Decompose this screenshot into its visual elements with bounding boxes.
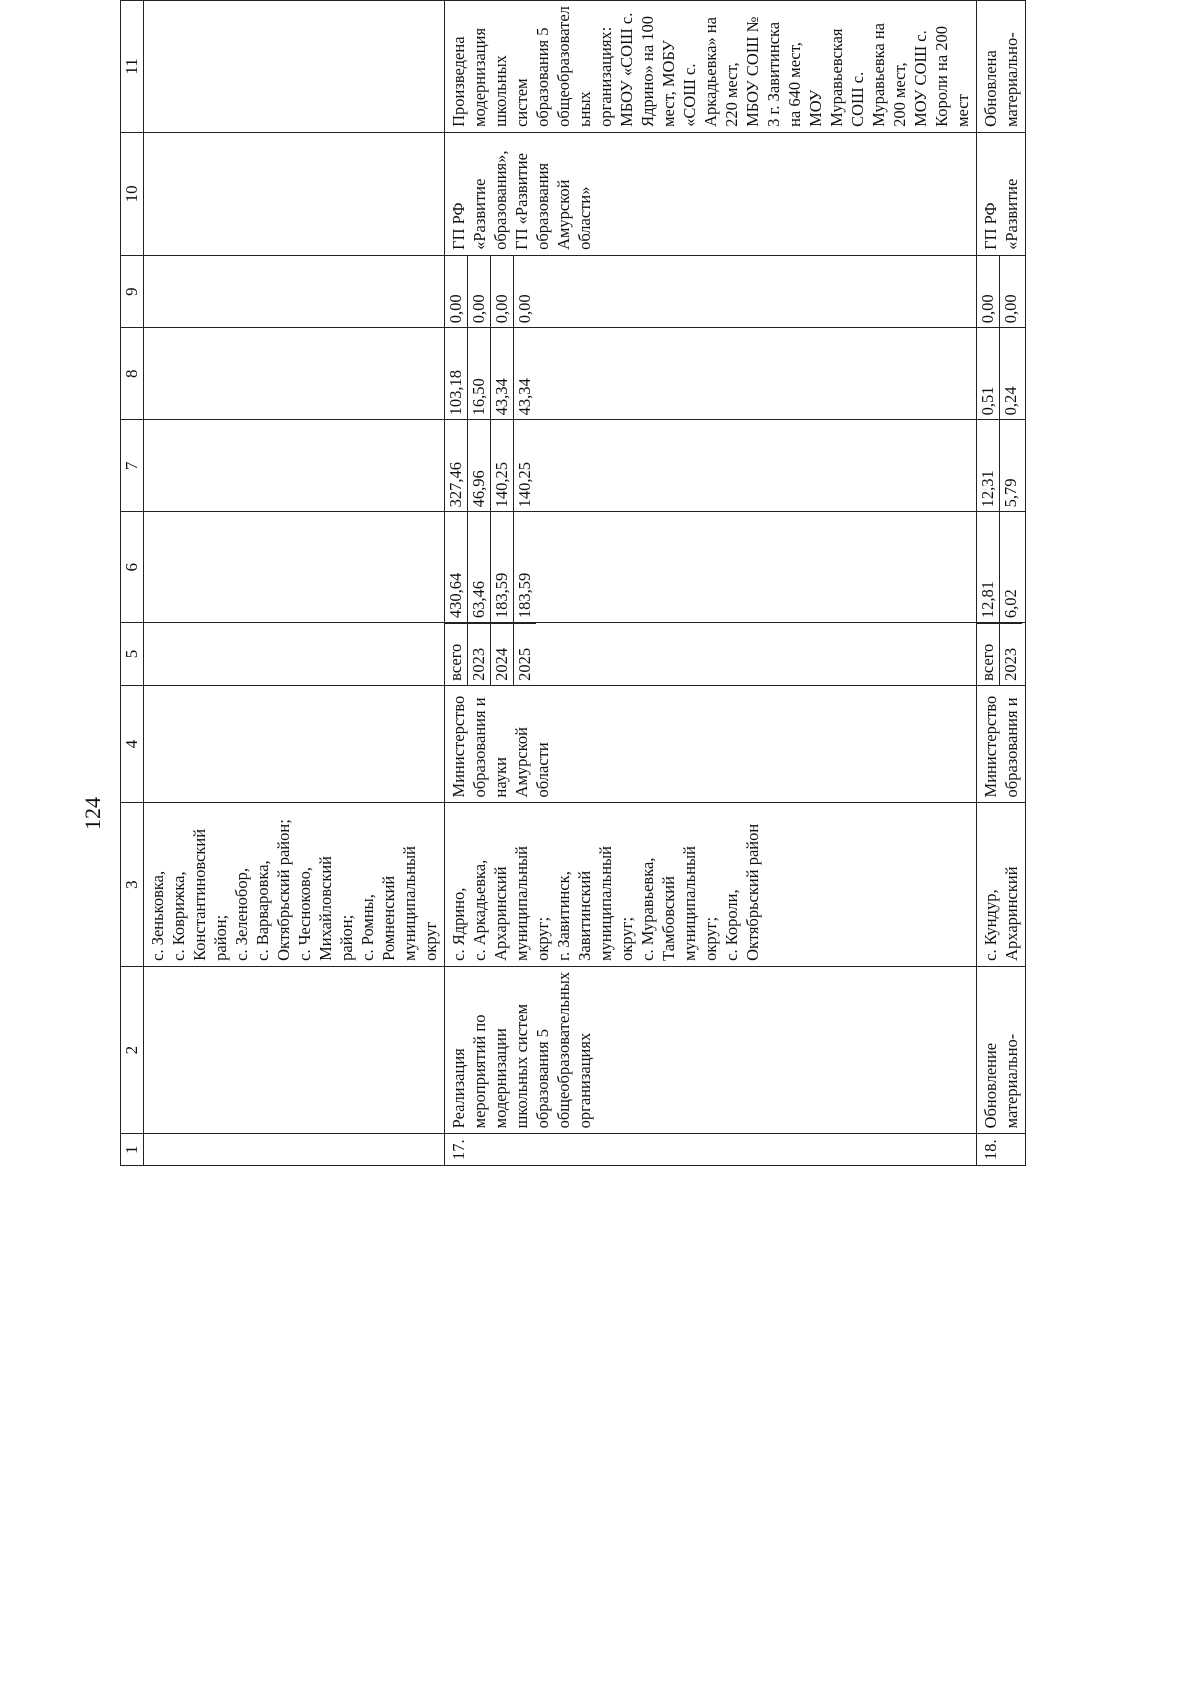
result-text: Обновлена материально-	[981, 32, 1021, 127]
cell-col7	[445, 420, 977, 512]
row-number: 17.	[449, 1139, 468, 1160]
responsible-text: Министерство образования и науки Амурской области	[449, 695, 552, 798]
cell-responsible	[445, 685, 977, 803]
years-list	[977, 623, 1022, 685]
year-label: 2023	[1000, 624, 1023, 685]
col-header-9: 9	[121, 255, 144, 327]
col-header-6: 6	[121, 512, 144, 623]
value: 5,79	[1001, 478, 1020, 508]
cell-location	[144, 803, 445, 966]
row-number: 18.	[981, 1139, 1000, 1160]
cell-program	[977, 132, 1026, 255]
col-header-11: 11	[121, 1, 144, 133]
cell-responsible	[977, 685, 1026, 803]
col7-values	[977, 420, 1022, 511]
header-row	[121, 1, 144, 1166]
cell-responsible	[144, 685, 445, 803]
col8-values	[445, 328, 536, 419]
cell-result	[977, 1, 1026, 133]
value: 0,00	[468, 256, 491, 327]
col-header-5: 5	[121, 623, 144, 686]
activity-text: Обновление материально-	[981, 1033, 1021, 1129]
value: 12,31	[977, 420, 1000, 511]
result-text: Произведена модернизация школьных систем образования 5 общеобразовател ьных организациях: МБОУ «СОШ с. Ядрино» на 100 мест, МОБУ «СОШ с. Аркадьевка» на 220 мест, МБОУ СОШ № 3 г. Завитинска на 640 мест, МОУ Муравьевская СОШ с. Муравьевка на 200 мест, МОУ СОШ с. Короли на 200 мест	[449, 6, 972, 127]
value: 103,18	[445, 328, 468, 419]
value: 0,24	[1001, 386, 1020, 416]
cell-location	[445, 803, 977, 966]
cell-result	[144, 1, 445, 133]
cell-result	[445, 1, 977, 133]
value: 183,59	[491, 512, 514, 622]
cell-years	[445, 623, 977, 686]
value: 430,64	[445, 512, 468, 622]
cell-years	[144, 623, 445, 686]
program-text: ГП РФ «Развитие образования», ГП «Развитие образования Амурской области»	[449, 150, 594, 250]
value: 63,46	[468, 512, 491, 622]
location-text: с. Ядрино, с. Аркадьевка, Архаринский муниципальный округ; г. Завитинск, Завитинский муниципальный округ; с. Муравьевка, Тамбовский муниципальный округ; с. Короли, Октябрьский район	[449, 823, 762, 961]
responsible-text: Министерство образования и	[981, 695, 1021, 798]
value: 0,00	[1001, 294, 1020, 324]
value: 12,81	[977, 512, 1000, 622]
col9-values	[445, 256, 536, 327]
col-header-1: 1	[121, 1134, 144, 1166]
table-row-continuation	[144, 1, 445, 1166]
col-header-4: 4	[121, 685, 144, 803]
value: 0,00	[445, 256, 468, 327]
col6-values	[977, 512, 1022, 622]
location-text: с. Зеньковка, с. Коврижка, Константиновский район; с. Зеленобор, с. Варваровка, Октябрьский район; с. Чесноково, Михайловский район; с. Ромны, Ромненский муниципальный округ	[148, 819, 440, 961]
cell-col6	[977, 512, 1026, 623]
col-header-8: 8	[121, 328, 144, 420]
cell-col9	[144, 255, 445, 327]
table-row	[445, 1, 977, 1166]
col-header-10: 10	[121, 132, 144, 255]
location-text: с. Кундур, Архаринский	[981, 866, 1021, 961]
table-row	[977, 1, 1026, 1166]
year-label: 2023	[468, 624, 491, 685]
cell-col7	[977, 420, 1026, 512]
value: 0,00	[515, 294, 534, 324]
cell-col6	[445, 512, 977, 623]
cell-years	[977, 623, 1026, 686]
cell-num	[977, 1134, 1026, 1166]
program-text: ГП РФ «Развитие	[981, 178, 1021, 250]
cell-activity	[144, 966, 445, 1134]
col9-values	[977, 256, 1022, 327]
year-label: всего	[445, 624, 468, 685]
activity-text: Реализация мероприятий по модернизации школьных систем образования 5 общеобразовательных организациях	[449, 971, 594, 1129]
cell-col8	[144, 328, 445, 420]
value: 16,50	[468, 328, 491, 419]
year-label: 2024	[491, 624, 514, 685]
program-table	[120, 0, 1026, 1166]
cell-col8	[445, 328, 977, 420]
col-header-3: 3	[121, 803, 144, 966]
col-header-7: 7	[121, 420, 144, 512]
col8-values	[977, 328, 1022, 419]
years-list	[445, 623, 536, 685]
cell-col8	[977, 328, 1026, 420]
year-label: 2025	[514, 624, 537, 685]
value: 43,34	[515, 378, 534, 416]
cell-col7	[144, 420, 445, 512]
value: 0,00	[977, 256, 1000, 327]
cell-activity	[977, 966, 1026, 1134]
value: 0,51	[977, 328, 1000, 419]
value: 183,59	[515, 572, 534, 619]
value: 0,00	[491, 256, 514, 327]
cell-col6	[144, 512, 445, 623]
value: 43,34	[491, 328, 514, 419]
cell-location	[977, 803, 1026, 966]
value: 327,46	[445, 420, 468, 511]
col7-values	[445, 420, 536, 511]
value: 140,25	[515, 462, 534, 508]
cell-num	[144, 1134, 445, 1166]
cell-col9	[977, 255, 1026, 327]
year-label: всего	[977, 624, 1000, 685]
cell-program	[445, 132, 977, 255]
cell-activity	[445, 966, 977, 1134]
col-header-2: 2	[121, 966, 144, 1134]
col6-values	[445, 512, 536, 622]
value: 6,02	[1001, 589, 1020, 619]
cell-col9	[445, 255, 977, 327]
cell-num	[445, 1134, 977, 1166]
value: 46,96	[468, 420, 491, 511]
cell-program	[144, 132, 445, 255]
page-number: 124	[80, 797, 105, 830]
value: 140,25	[491, 420, 514, 511]
